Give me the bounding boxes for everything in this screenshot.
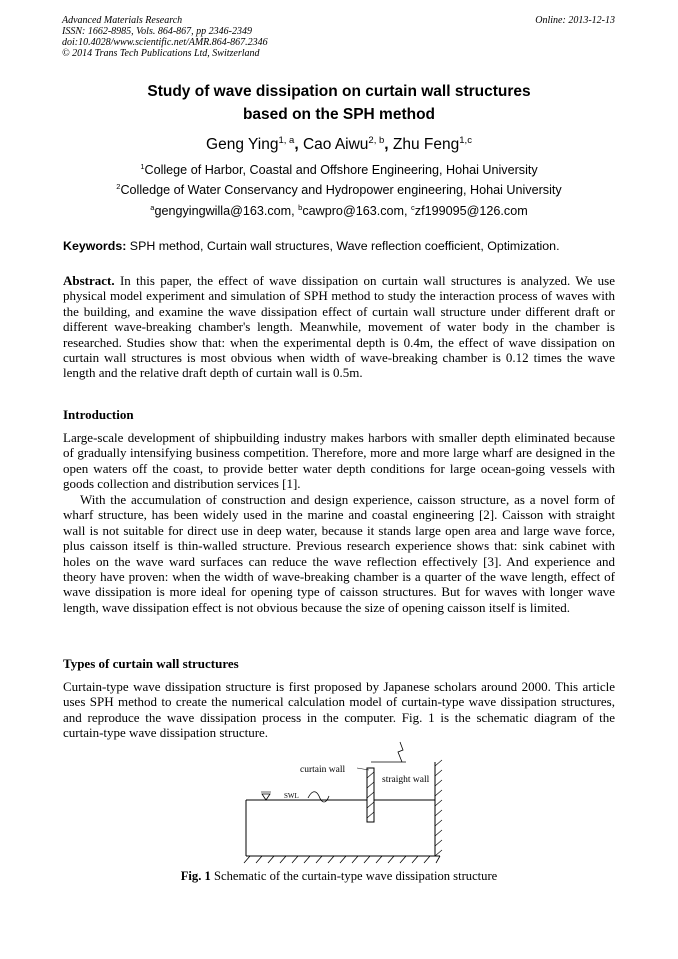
section-heading-types: Types of curtain wall structures [63, 656, 239, 671]
email-sup: b [298, 203, 303, 212]
copyright-line: © 2014 Trans Tech Publications Ltd, Switzerland [62, 48, 260, 59]
keywords-text: SPH method, Curtain wall structures, Wave reflection coefficient, Optimization. [126, 239, 560, 253]
swl-label: SWL [284, 792, 299, 800]
affiliation-sup: 1 [140, 162, 145, 171]
email-sup: c [411, 203, 415, 212]
keywords [63, 238, 623, 254]
introduction-paragraph-1: Large-scale development of shipbuilding industry makes harbors with smaller depth eliminated because of gradually intensifying business competition. Therefore, more and more large wharf are designed in the open waters off the coast, to provide better water depth conditions for large ocean-going vessels with goods collection and distribution services [1]. [63, 430, 615, 492]
introduction-paragraph-2: With the accumulation of construction and design experience, caisson structure, as a novel form of wharf structure, has been widely used in the marine and coastal engineering [2]. Caisson with straight wall is not suitable for direct use in deep water, because it stands large open area and large wave force, plus caisson itself is thin-walled structure. Previous research experience shows that: sink cabinet with holes on the wave ward surfaces can reduce the wave reflection effectively [3]. And experience and theory have proven: when the width of wave-breaking chamber is a quarter of the wave length, effect of wave dissipation is more ideal for opening type of caisson structures. But for waves with longer wave length, wave dissipation effect is not obvious because the size of opening caisson itself is limited. [63, 492, 615, 615]
caption-text: Schematic of the curtain-type wave dissipation structure [210, 869, 498, 883]
email-sup: a [150, 203, 155, 212]
journal-name: Advanced Materials Research [62, 15, 183, 26]
affiliation-1 [0, 162, 678, 178]
types-paragraph-1: Curtain-type wave dissipation structure is first proposed by Japanese scholars around 2000. This article uses SPH method to create the numerical calculation model of curtain-type wave dissipation structures, and reproduce the wave dissipation process in the computer. Fig. 1 is the schematic diagram of the curtain-type wave dissipation structure. [63, 679, 615, 741]
author-sup: 1,c [459, 135, 472, 146]
email-link[interactable]: zf199095@126.com [414, 204, 528, 218]
abstract-text: In this paper, the effect of wave dissipation on curtain wall structures is analyzed. We use physical model experiment and simulation of SPH method to study the interaction process of waves with the building, and examine the wave dissipation effect of curtain wall structure under different draft or different wave-breaking chamber's length. Meanwhile, movement of water body in the chamber is researched. Studies show that: when the experimental depth is 0.4m, the effect of wave dissipation on curtain wall structures is most obvious when width of wave-breaking chamber is 0.12 times the wave length and the relative draft depth of curtain wall is 0.5m. [63, 273, 615, 381]
straight-wall-label: straight wall [382, 775, 430, 785]
seabed-hatching [244, 856, 440, 863]
author-list [0, 134, 678, 156]
author-name: Zhu Feng [392, 136, 460, 153]
author-sep: , [384, 136, 393, 153]
title-line-2: based on the SPH method [242, 106, 436, 123]
caption-label: Fig. 1 [180, 869, 211, 883]
doi-line: doi:10.4028/www.scientific.net/AMR.864-867.2346 [62, 37, 268, 48]
email-link[interactable]: cawpro@163.com, [302, 204, 412, 218]
affiliation-2 [0, 182, 678, 198]
author-sup: 1, a [278, 135, 295, 146]
email-list [0, 203, 678, 219]
affiliation-text: College of Harbor, Coastal and Offshore Engineering, Hohai University [144, 163, 538, 177]
author-name: Cao Aiwu [302, 136, 369, 153]
figure-1 [230, 738, 460, 873]
figure-caption [0, 869, 678, 884]
break-symbol [398, 742, 403, 762]
straight-wall-hatching [435, 760, 442, 856]
author-sep: , [294, 136, 303, 153]
abstract [63, 273, 615, 381]
affiliation-sup: 2 [116, 182, 121, 191]
curtain-wall-schematic [230, 738, 460, 868]
title-line-1: Study of wave dissipation on curtain wall structures [147, 83, 531, 100]
author-sup: 2, b [368, 135, 385, 146]
curtain-wall-label: curtain wall [300, 765, 346, 775]
journal-header [62, 15, 268, 59]
paper-title [0, 80, 678, 126]
author-name: Geng Ying [206, 136, 279, 153]
issn-line: ISSN: 1662-8985, Vols. 864-867, pp 2346-2349 [62, 26, 252, 37]
abstract-label: Abstract. [63, 273, 115, 288]
section-heading-introduction: Introduction [63, 407, 134, 422]
email-link[interactable]: gengyingwilla@163.com, [154, 204, 299, 218]
keywords-label: Keywords: [63, 239, 127, 253]
affiliation-text: Colledge of Water Conservancy and Hydropower engineering, Hohai University [120, 183, 562, 197]
online-date: Online: 2013-12-13 [535, 15, 615, 26]
swl-marker-icon [262, 794, 270, 800]
